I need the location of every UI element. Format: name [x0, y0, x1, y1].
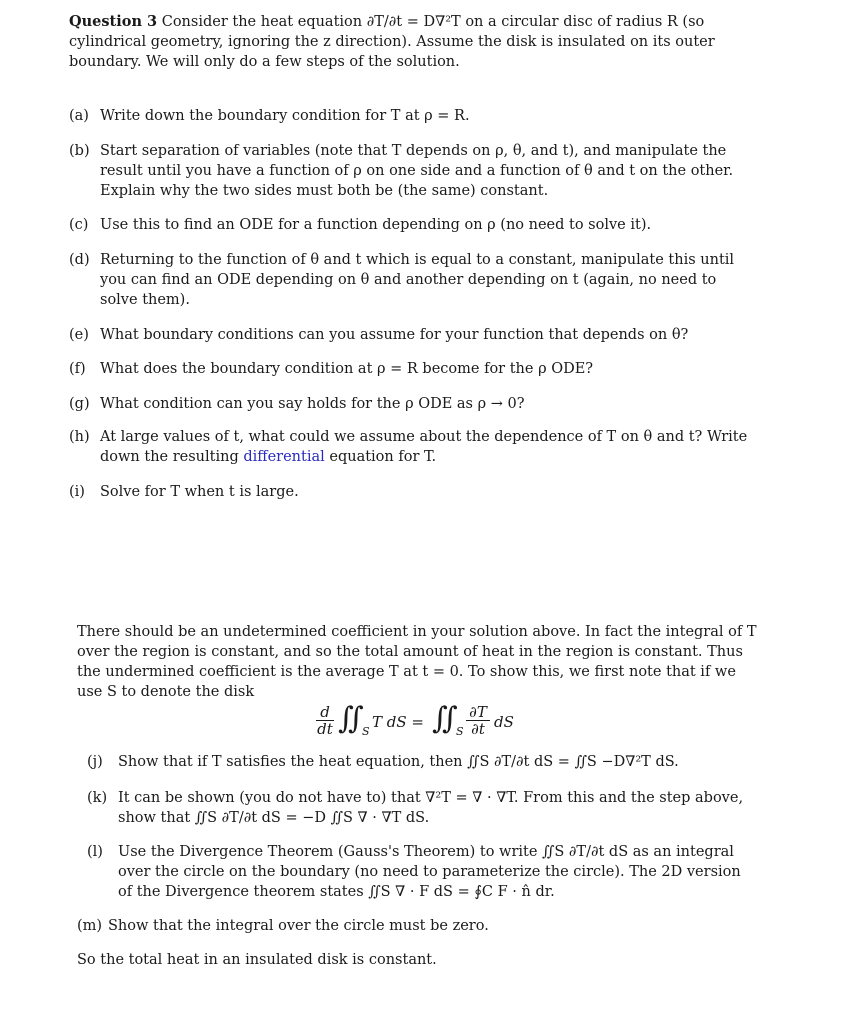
part-e: [69, 325, 749, 345]
part-text: What boundary conditions can you assume for your function that depends on θ?: [100, 327, 689, 343]
part-label: (b): [69, 143, 90, 159]
right-tail: dS: [494, 713, 514, 731]
d-dt-fraction: [316, 704, 334, 737]
part-text: Solve for T when t is large.: [100, 484, 299, 500]
d-numerator: d: [320, 703, 330, 721]
section2-paragraph: There should be an undetermined coefficient in your solution above. In fact the integral of T over the region is constant, and so the total amount of heat in the region is constant. Thus the undermined coefficient is the average T at t = 0. To show this, we first note that if we use S to denote the disk: [77, 624, 757, 700]
part-text: Use the Divergence Theorem (Gauss's Theorem) to write ∬S ∂T/∂t dS as an integral over the circle on the boundary (no need to parameterize the circle). The 2D version of the Divergence theorem states ∬S ∇ · F dS = ∮C F · n̂ dr.: [118, 844, 741, 900]
part-text: Show that the integral over the circle must be zero.: [108, 918, 489, 934]
double-integral-sign: ∬: [338, 701, 364, 736]
question-label: Question 3: [69, 13, 158, 30]
part-label: (m): [77, 918, 103, 934]
part-text: What condition can you say holds for the ρ ODE as ρ → 0?: [100, 396, 525, 412]
part-text: Write down the boundary condition for T at ρ = R.: [100, 108, 470, 124]
part-h: [69, 427, 749, 467]
part-label: (g): [69, 396, 90, 412]
integral-subscript-right: S: [456, 725, 464, 738]
part-text: Use this to find an ODE for a function depending on ρ (no need to solve it).: [100, 217, 652, 233]
part-b: [69, 141, 749, 201]
part-j: [87, 752, 757, 772]
part-g: [69, 394, 749, 414]
part-label: (d): [69, 252, 90, 268]
question-intro: [69, 12, 749, 72]
part-m: [77, 916, 757, 936]
part-text: Start separation of variables (note that T depends on ρ, θ, and t), and manipulate the result until you have a function of ρ on one side and a function of θ and t on the other. Explain why the two sides must both be (the same) constant.: [100, 143, 734, 199]
part-text: What does the boundary condition at ρ = R become for the ρ ODE?: [100, 361, 594, 377]
part-label: (h): [69, 429, 90, 445]
part-label: (j): [87, 754, 103, 770]
partial-numerator: ∂T: [469, 703, 487, 721]
part-text: Returning to the function of θ and t which is equal to a constant, manipulate this until you can find an ODE depending on θ and another depending on t (again, no need to solve them).: [100, 252, 735, 308]
part-label: (c): [69, 217, 89, 233]
partial-denominator: ∂t: [466, 720, 490, 737]
part-k: [87, 788, 757, 828]
part-l: [87, 842, 757, 902]
display-equation: [310, 700, 550, 740]
part-i: [69, 482, 749, 502]
question-intro-text: Consider the heat equation ∂T/∂t = D∇²T on a circular disc of radius R (so cylindrical geometry, ignoring the z direction). Assume the disk is insulated on its outer boundary. We will only do a few steps of the solution.: [69, 14, 715, 70]
part-label: (f): [69, 361, 86, 377]
double-integral-sign-right: ∬: [432, 701, 458, 736]
part-label: (e): [69, 327, 89, 343]
part-text: Show that if T satisfies the heat equation, then ∬S ∂T/∂t dS = ∬S −D∇²T dS.: [118, 754, 679, 770]
part-text: It can be shown (you do not have to) that ∇²T = ∇ · ∇T. From this and the step above, show that ∬S ∂T/∂t dS = −D ∬S ∇ · ∇T dS.: [118, 790, 744, 826]
part-label: (a): [69, 108, 89, 124]
part-label: (l): [87, 844, 103, 860]
part-c: [69, 215, 749, 235]
differential-link[interactable]: differential: [243, 449, 325, 465]
part-text-after-link: equation for T.: [329, 449, 437, 465]
part-text: [100, 427, 749, 467]
d-denominator: dt: [317, 720, 333, 738]
closing-statement: So the total heat in an insulated disk is constant.: [77, 952, 437, 968]
part-label: (k): [87, 790, 108, 806]
left-integrand: T dS =: [372, 713, 424, 731]
part-f: [69, 359, 749, 379]
integral-subscript: S: [362, 725, 370, 738]
partial-fraction: [466, 704, 490, 737]
part-a: [69, 106, 749, 126]
part-label: (i): [69, 484, 85, 500]
part-text-before-link: At large values of t, what could we assume about the dependence of T on θ and t? Write down the resulting: [100, 429, 748, 465]
part-d: [69, 250, 749, 310]
